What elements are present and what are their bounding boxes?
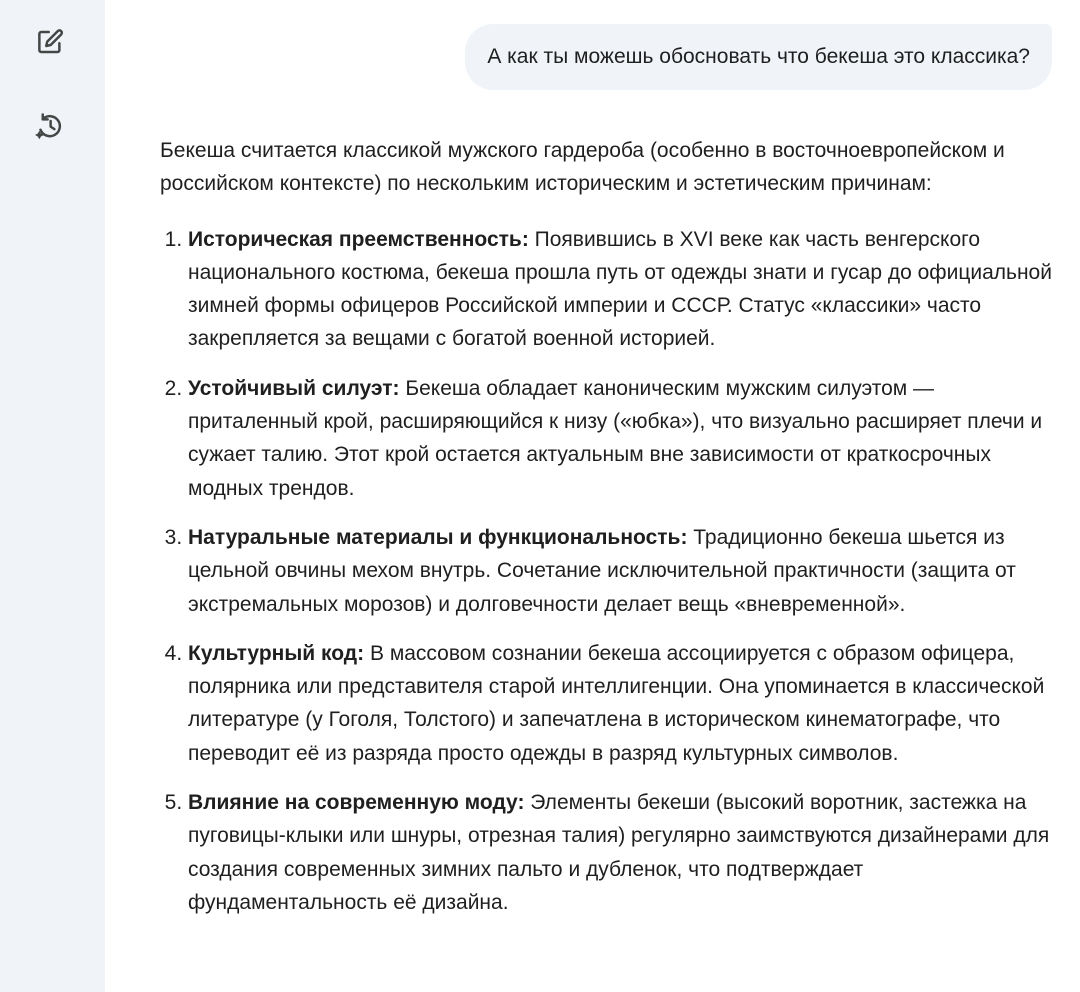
response-intro: Бекеша считается классикой мужского гардероба (особенно в восточноевропейском и российском контексте) по нескольким историческим и эстетическим причинам: (160, 139, 1005, 196)
list-item-title: Устойчивый силуэт: (188, 376, 400, 400)
list-item (188, 372, 1065, 505)
history-button[interactable] (28, 104, 72, 148)
list-item (188, 521, 1065, 621)
list-item-title: Влияние на современную моду: (188, 791, 525, 815)
list-item-title: Историческая преемственность: (188, 227, 529, 251)
list-item-text: Появившись в XVI веке как часть венгерского национального костюма, бекеша прошла путь от одежды знати и гусар до официальной зимней формы офицеров Российской империи и СССР. Статус «классики» часто закрепляется за вещами с богатой военной историей. (188, 227, 1052, 351)
list-item (188, 637, 1065, 770)
list-item-text: В массовом сознании бекеша ассоциируется с образом офицера, полярника или представителя старой интеллигенции. Она упоминается в классической литературе (у Гоголя, Толстого) и запечатлена в историческом кинематографе, что переводит её из разряда просто одежды в разряд культурных символов. (188, 641, 1045, 765)
list-item-title: Натуральные материалы и функциональность: (188, 525, 688, 549)
list-item (188, 786, 1065, 919)
list-item-title: Культурный код: (188, 641, 365, 665)
list-item-text: Элементы бекеши (высокий воротник, застежка на пуговицы-клыки или шнуры, отрезная талия) регулярно заимствуются дизайнерами для создания современных зимних пальто и дубленок, что подтверждает фундаментальность её дизайна. (188, 791, 1050, 914)
list-item (188, 223, 1065, 356)
list-item-text: Бекеша обладает каноническим мужским силуэтом — приталенный крой, расширяющийся к низу («юбка»), что визуально расширяет плечи и сужает талию. Этот крой остается актуальным вне зависимости от краткосрочных модных трендов. (188, 376, 1043, 500)
new-chat-button[interactable] (28, 20, 72, 64)
response-list (160, 223, 1065, 920)
sidebar (0, 0, 105, 992)
list-item-text: Традиционно бекеша шьется из цельной овчины мехом внутрь. Сочетание исключительной практичности (защита от экстремальных морозов) и долговечности делает вещь «вневременной». (188, 525, 1016, 616)
assistant-response (160, 134, 1065, 935)
user-message-bubble: А как ты можешь обосновать что бекеша это классика? (465, 24, 1052, 90)
chat-area (105, 0, 1080, 992)
history-icon (35, 111, 65, 141)
new-chat-icon (35, 27, 65, 57)
